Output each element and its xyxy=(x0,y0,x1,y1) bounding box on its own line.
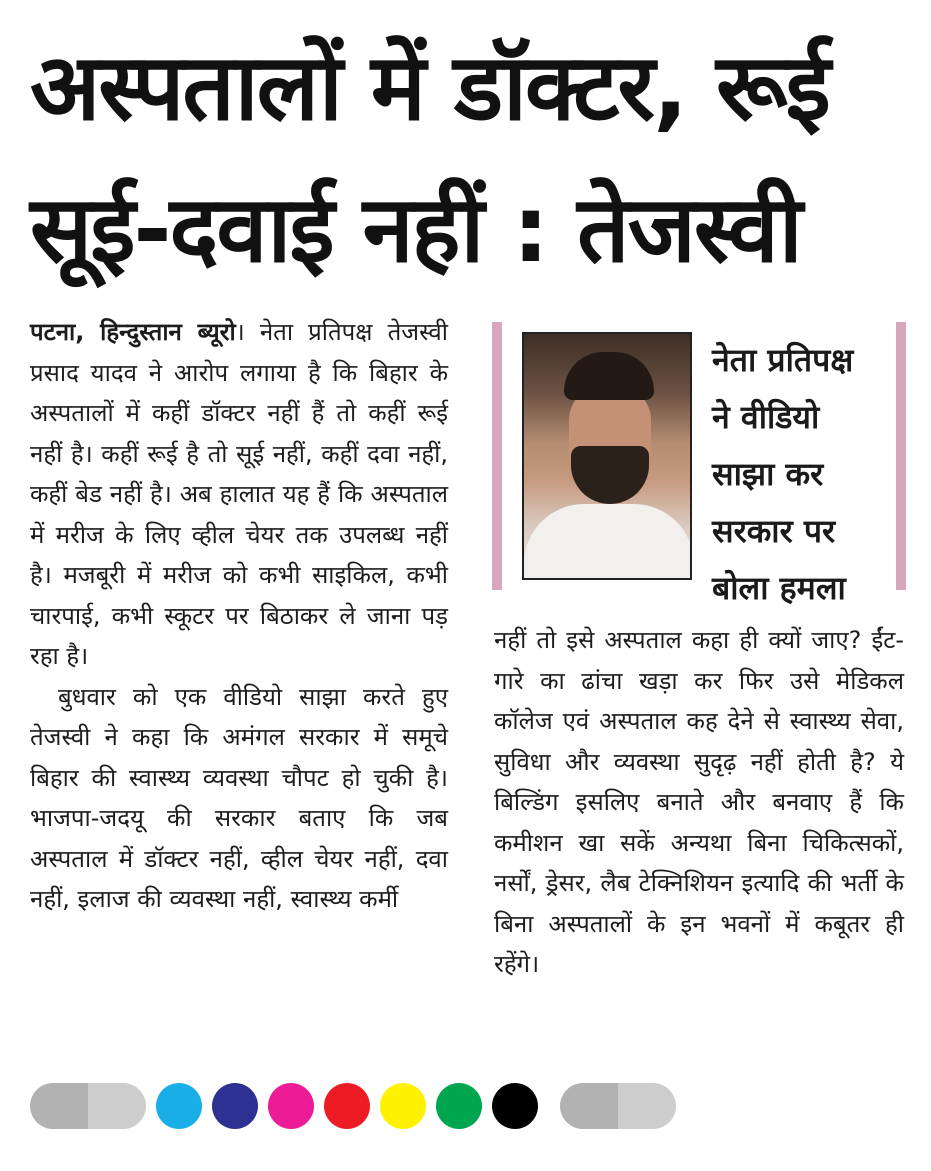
paragraph-1-text: । नेता प्रतिपक्ष तेजस्वी प्रसाद यादव ने आरोप लगाया है कि बिहार के अस्पतालों में कहीं डॉक्टर नहीं हैं तो कहीं रूई नहीं है। कहीं रूई है तो सूई नहीं, कहीं दवा नहीं, कहीं बेड नहीं है। अब हालात यह हैं कि अस्पताल में मरीज के लिए व्हील चेयर तक उपलब्ध नहीं है। मजबूरी में मरीज को कभी साइकिल, कभी चारपाई, कभी स्कूटर पर बिठाकर ले जाना पड़ रहा है। xyxy=(30,318,448,670)
caption-line: बोला हमला xyxy=(712,569,846,607)
photo-box xyxy=(492,322,906,607)
headline-line-2: सूई-दवाई नहीं : तेजस्वी xyxy=(30,176,801,283)
paragraph-3: नहीं तो इसे अस्पताल कहा ही क्यों जाए? ईंट-गारे का ढांचा खड़ा कर फिर उसे मेडिकल कॉलेज एवं अस्पताल कह देने से स्वास्थ्य सेवा, सुविधा और व्यवस्था सुदृढ़ नहीं होती है? ये बिल्डिंग इसलिए बनाते और बनवाए हैं कि कमीशन खा सकें अन्यथा बिना चिकित्सकों, नर्सों, ड्रेसर, लैब टेक्निशियन इत्यादि की भर्ती के बिना अस्पतालों के इन भवनों में कबूतर ही रहेंगे। xyxy=(494,626,904,978)
magenta-swatch xyxy=(268,1083,314,1129)
gray-swatch-right xyxy=(560,1083,676,1129)
tejashwi-portrait-photo xyxy=(522,332,692,580)
caption-line: सरकार पर xyxy=(712,512,836,550)
gray-swatch-left xyxy=(30,1083,146,1129)
caption-line: साझा कर xyxy=(712,455,824,493)
paragraph-1 xyxy=(30,312,448,677)
cyan-swatch xyxy=(156,1083,202,1129)
black-swatch xyxy=(492,1083,538,1129)
caption-line: ने वीडियो xyxy=(712,398,820,436)
photo-caption xyxy=(712,332,892,617)
headline-line-1: अस्पतालों में डॉक्टर, रूई xyxy=(30,34,829,141)
print-color-registration-bar xyxy=(0,1083,931,1129)
article-column-left xyxy=(30,312,448,920)
red-swatch xyxy=(324,1083,370,1129)
paragraph-2: बुधवार को एक वीडियो साझा करते हुए तेजस्वी ने कहा कि अमंगल सरकार में समूचे बिहार की स्वास्थ्य व्यवस्था चौपट हो चुकी है। भाजपा-जदयू की सरकार बताए कि जब अस्पताल में डॉक्टर नहीं, व्हील चेयर नहीं, दवा नहीं, इलाज की व्यवस्था नहीं, स्वास्थ्य कर्मी xyxy=(30,682,448,913)
pink-rule-left xyxy=(492,322,502,590)
blue-swatch xyxy=(212,1083,258,1129)
dateline: पटना, हिन्दुस्तान ब्यूरो xyxy=(30,318,236,346)
green-swatch xyxy=(436,1083,482,1129)
yellow-swatch xyxy=(380,1083,426,1129)
article-column-right xyxy=(494,620,904,985)
caption-line: नेता प्रतिपक्ष xyxy=(712,341,854,379)
pink-rule-right xyxy=(896,322,906,590)
